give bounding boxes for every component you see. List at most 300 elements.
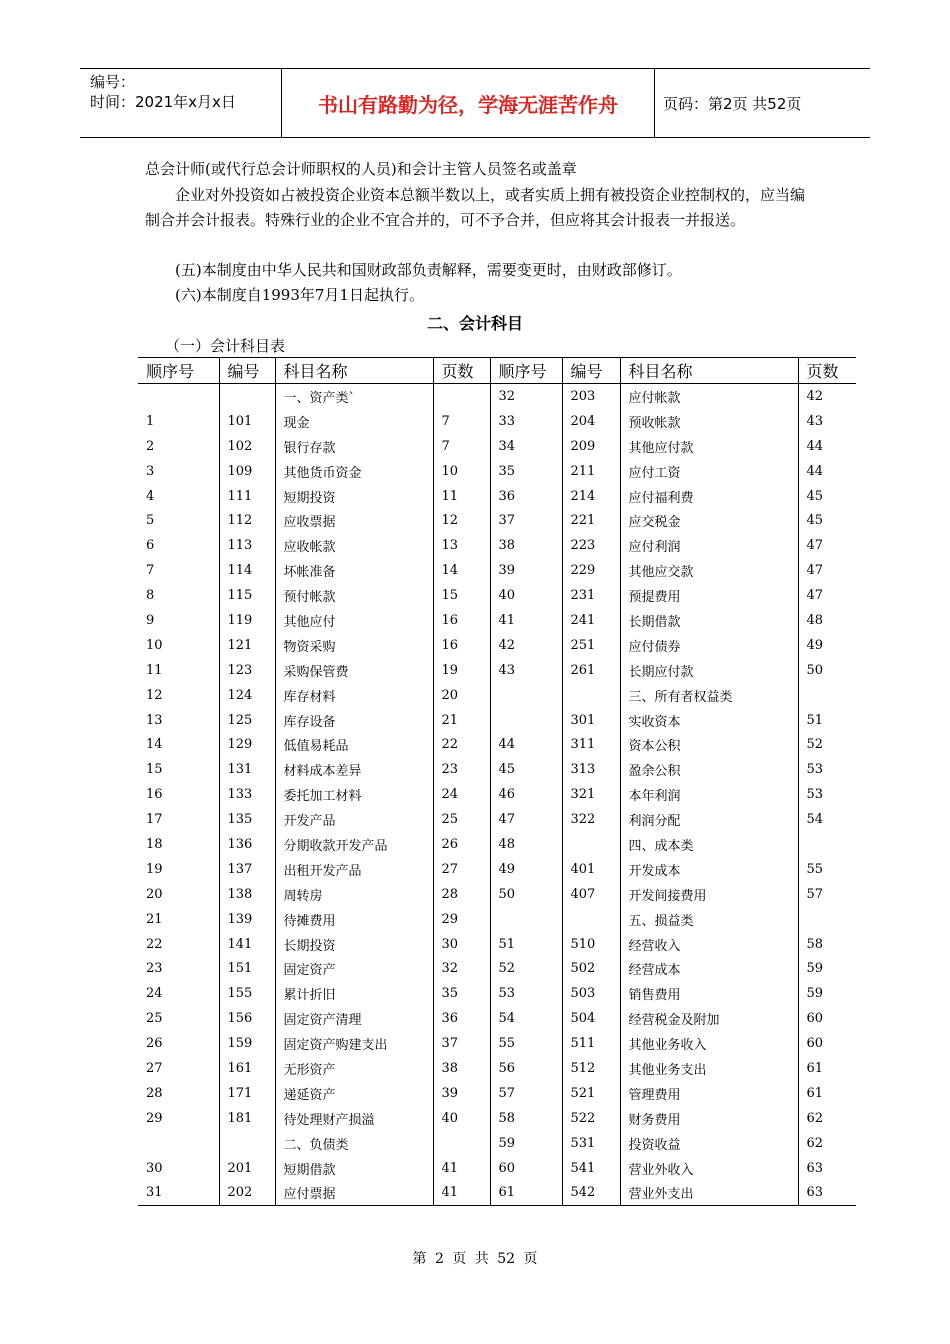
cell-seq-2: 55: [490, 1031, 562, 1056]
cell-account-name: 长期投资: [275, 932, 433, 957]
cell-account-name: 低值易耗品: [275, 732, 433, 757]
cell-code: [219, 384, 275, 409]
cell-account-name-2: 财务费用: [620, 1106, 798, 1131]
cell-seq-2: 39: [490, 558, 562, 583]
cell-code-2: 204: [562, 409, 620, 434]
cell-code: 109: [219, 459, 275, 484]
cell-account-name-2: 开发间接费用: [620, 882, 798, 907]
cell-account-name-2: 经营成本: [620, 956, 798, 981]
cell-account-name: 待摊费用: [275, 907, 433, 932]
cell-code: [219, 1131, 275, 1156]
header-page-number: 页码：第2页 共52页: [663, 94, 802, 113]
cell-seq-2: 47: [490, 807, 562, 832]
cell-account-name-2: 投资收益: [620, 1131, 798, 1156]
cell-code-2: 261: [562, 658, 620, 683]
cell-seq-2: 56: [490, 1056, 562, 1081]
cell-page-2: 61: [798, 1056, 856, 1081]
header-meta: [80, 69, 280, 137]
cell-seq-2: 45: [490, 757, 562, 782]
cell-seq-2: 43: [490, 658, 562, 683]
cell-account-name-2: 销售费用: [620, 981, 798, 1006]
paragraph-interpretation: (五)本制度由中华人民共和国财政部负责解释，需要变更时，由财政部修订。: [175, 261, 682, 279]
cell-page-2: 49: [798, 633, 856, 658]
cell-code-2: 503: [562, 981, 620, 1006]
section-title: 二、会计科目: [426, 314, 523, 333]
cell-code: 112: [219, 508, 275, 533]
table-row: [138, 932, 856, 957]
cell-code-2: 313: [562, 757, 620, 782]
table-row: [138, 583, 856, 608]
cell-seq-2: 48: [490, 832, 562, 857]
cell-code: 111: [219, 484, 275, 509]
table-row: [138, 832, 856, 857]
cell-code: 151: [219, 956, 275, 981]
cell-account-name-2: 应付债券: [620, 633, 798, 658]
table-row: [138, 807, 856, 832]
cell-account-name: 库存设备: [275, 708, 433, 733]
cell-account-name-2: 其他业务支出: [620, 1056, 798, 1081]
cell-page: 24: [433, 782, 490, 807]
cell-account-name-2: 三、所有者权益类: [620, 683, 798, 708]
cell-account-name: 短期投资: [275, 484, 433, 509]
cell-code: 135: [219, 807, 275, 832]
cell-account-name: 出租开发产品: [275, 857, 433, 882]
table-row: [138, 459, 856, 484]
cell-page: 21: [433, 708, 490, 733]
cell-page-2: [798, 832, 856, 857]
cell-page: 13: [433, 533, 490, 558]
cell-seq-2: 40: [490, 583, 562, 608]
cell-seq: 25: [146, 1011, 163, 1027]
cell-account-name-2: 长期借款: [620, 608, 798, 633]
table-row: [138, 782, 856, 807]
header-seq: 顺序号: [138, 358, 219, 384]
cell-code: 141: [219, 932, 275, 957]
cell-account-name-2: 五、损益类: [620, 907, 798, 932]
table-row: [138, 434, 856, 459]
cell-code: 131: [219, 757, 275, 782]
cell-account-name-2: 本年利润: [620, 782, 798, 807]
cell-code-2: 521: [562, 1081, 620, 1106]
cell-page-2: 63: [798, 1181, 856, 1206]
cell-seq-2: [490, 907, 562, 932]
cell-account-name: 委托加工材料: [275, 782, 433, 807]
cell-seq: 30: [146, 1160, 163, 1176]
cell-seq: 23: [146, 961, 163, 977]
cell-seq-2: [490, 708, 562, 733]
cell-account-name: 固定资产清理: [275, 1006, 433, 1031]
cell-code-2: 241: [562, 608, 620, 633]
cell-page-2: 44: [798, 434, 856, 459]
cell-code-2: 203: [562, 384, 620, 409]
cell-account-name: 固定资产购建支出: [275, 1031, 433, 1056]
cell-page-2: [798, 683, 856, 708]
cell-seq: 24: [146, 986, 163, 1002]
cell-account-name: 现金: [275, 409, 433, 434]
cell-seq-2: 41: [490, 608, 562, 633]
table-row: [138, 683, 856, 708]
cell-page: 10: [433, 459, 490, 484]
accounts-table: [138, 357, 856, 1206]
table-row: [138, 732, 856, 757]
cell-page: 28: [433, 882, 490, 907]
cell-account-name: 其他应付: [275, 608, 433, 633]
table-row: [138, 981, 856, 1006]
cell-code-2: 407: [562, 882, 620, 907]
cell-account-name: 待处理财产损溢: [275, 1106, 433, 1131]
cell-seq: 15: [146, 762, 163, 778]
cell-code-2: [562, 832, 620, 857]
cell-account-name: 固定资产: [275, 956, 433, 981]
cell-seq-2: 50: [490, 882, 562, 907]
cell-page-2: 60: [798, 1006, 856, 1031]
cell-code-2: 223: [562, 533, 620, 558]
cell-code-2: 301: [562, 708, 620, 733]
cell-seq: 6: [146, 538, 155, 554]
cell-code: 138: [219, 882, 275, 907]
table-row: [138, 882, 856, 907]
table-row: [138, 484, 856, 509]
table-row: [138, 1131, 856, 1156]
cell-page-2: 53: [798, 757, 856, 782]
cell-seq: 9: [146, 612, 155, 628]
cell-code-2: 322: [562, 807, 620, 832]
cell-page-2: 55: [798, 857, 856, 882]
cell-account-name: 预付帐款: [275, 583, 433, 608]
cell-page-2: 62: [798, 1106, 856, 1131]
cell-seq-2: 57: [490, 1081, 562, 1106]
header-code: 编号: [219, 358, 275, 384]
cell-seq-2: 44: [490, 732, 562, 757]
cell-page: 36: [433, 1006, 490, 1031]
cell-code: 101: [219, 409, 275, 434]
cell-seq: 26: [146, 1036, 163, 1052]
cell-account-name-2: 预收帐款: [620, 409, 798, 434]
table-row: [138, 384, 856, 409]
cell-code-2: 510: [562, 932, 620, 957]
cell-code-2: 541: [562, 1156, 620, 1181]
cell-page: 7: [433, 409, 490, 434]
cell-account-name-2: 营业外收入: [620, 1156, 798, 1181]
cell-code-2: [562, 683, 620, 708]
cell-code-2: 401: [562, 857, 620, 882]
cell-code-2: 229: [562, 558, 620, 583]
cell-page-2: 59: [798, 956, 856, 981]
cell-account-name: 坏帐准备: [275, 558, 433, 583]
cell-page-2: 44: [798, 459, 856, 484]
cell-page-2: 47: [798, 583, 856, 608]
cell-seq-2: 38: [490, 533, 562, 558]
cell-seq: 14: [146, 737, 163, 753]
cell-page: 40: [433, 1106, 490, 1131]
cell-account-name-2: 利润分配: [620, 807, 798, 832]
cell-page-2: 54: [798, 807, 856, 832]
cell-code: 123: [219, 658, 275, 683]
cell-page-2: 57: [798, 882, 856, 907]
cell-account-name-2: 其他业务收入: [620, 1031, 798, 1056]
cell-seq: 1: [146, 413, 155, 429]
cell-page: [433, 1131, 490, 1156]
cell-page: 37: [433, 1031, 490, 1056]
cell-seq-2: 33: [490, 409, 562, 434]
table-row: [138, 508, 856, 533]
cell-account-name: 其他货币资金: [275, 459, 433, 484]
table-row: [138, 409, 856, 434]
cell-seq-2: 42: [490, 633, 562, 658]
cell-code-2: 542: [562, 1181, 620, 1206]
header-number: 编号：: [90, 73, 136, 91]
cell-code: 124: [219, 683, 275, 708]
cell-seq-2: 36: [490, 484, 562, 509]
cell-account-name-2: 经营税金及附加: [620, 1006, 798, 1031]
cell-code: 113: [219, 533, 275, 558]
cell-code-2: 221: [562, 508, 620, 533]
cell-account-name-2: 四、成本类: [620, 832, 798, 857]
cell-page-2: 47: [798, 533, 856, 558]
cell-page: [433, 384, 490, 409]
cell-account-name-2: 其他应付款: [620, 434, 798, 459]
cell-page-2: 60: [798, 1031, 856, 1056]
table-row: [138, 956, 856, 981]
table-row: [138, 1181, 856, 1206]
cell-page-2: 45: [798, 508, 856, 533]
cell-seq-2: 54: [490, 1006, 562, 1031]
cell-account-name: 开发产品: [275, 807, 433, 832]
cell-page: 27: [433, 857, 490, 882]
cell-seq-2: 32: [490, 384, 562, 409]
table-row: [138, 658, 856, 683]
cell-page-2: 63: [798, 1156, 856, 1181]
paragraph-effective-date: (六)本制度自1993年7月1日起执行。: [175, 286, 424, 304]
cell-page: 30: [433, 932, 490, 957]
cell-account-name: 应收票据: [275, 508, 433, 533]
cell-seq: 21: [146, 911, 163, 927]
cell-account-name-2: 其他应交款: [620, 558, 798, 583]
cell-account-name: 银行存款: [275, 434, 433, 459]
cell-page-2: 43: [798, 409, 856, 434]
cell-code-2: 512: [562, 1056, 620, 1081]
header-date: 时间：2021年x月x日: [90, 93, 236, 111]
cell-code: 155: [219, 981, 275, 1006]
cell-account-name-2: 预提费用: [620, 583, 798, 608]
cell-seq: 11: [146, 662, 163, 678]
cell-seq: 18: [146, 836, 163, 852]
header-seq-2: 顺序号: [490, 358, 562, 384]
cell-code: 133: [219, 782, 275, 807]
cell-page: 12: [433, 508, 490, 533]
cell-account-name-2: 资本公积: [620, 732, 798, 757]
cell-code-2: 511: [562, 1031, 620, 1056]
cell-account-name-2: 实收资本: [620, 708, 798, 733]
cell-account-name-2: 长期应付款: [620, 658, 798, 683]
cell-code-2: 251: [562, 633, 620, 658]
table-row: [138, 1006, 856, 1031]
table-row: [138, 558, 856, 583]
cell-code: 129: [219, 732, 275, 757]
cell-seq-2: 51: [490, 932, 562, 957]
header-account-name-2: 科目名称: [620, 358, 798, 384]
cell-seq: 17: [146, 812, 163, 828]
cell-page-2: 51: [798, 708, 856, 733]
header-page-2: 页数: [798, 358, 856, 384]
cell-seq-2: 58: [490, 1106, 562, 1131]
cell-seq: 27: [146, 1060, 163, 1076]
cell-account-name: 应收帐款: [275, 533, 433, 558]
header-slogan: 书山有路勤为径，学海无涯苦作舟: [281, 69, 655, 137]
table-row: [138, 1081, 856, 1106]
cell-seq: 29: [146, 1110, 163, 1126]
cell-seq-2: 52: [490, 956, 562, 981]
cell-account-name-2: 营业外支出: [620, 1181, 798, 1206]
cell-page: 39: [433, 1081, 490, 1106]
cell-page-2: 50: [798, 658, 856, 683]
cell-page: 7: [433, 434, 490, 459]
cell-page: 16: [433, 608, 490, 633]
page-footer: 第 2 页 共 52 页: [412, 1251, 538, 1267]
cell-seq: [138, 384, 219, 409]
cell-code-2: 211: [562, 459, 620, 484]
table-row: [138, 757, 856, 782]
cell-seq-2: 49: [490, 857, 562, 882]
cell-seq: 12: [146, 687, 163, 703]
cell-page: 41: [433, 1181, 490, 1206]
cell-page: 25: [433, 807, 490, 832]
cell-page: 20: [433, 683, 490, 708]
cell-seq: 19: [146, 861, 163, 877]
cell-seq: 28: [146, 1085, 163, 1101]
cell-account-name-2: 应付工资: [620, 459, 798, 484]
cell-account-name-2: 开发成本: [620, 857, 798, 882]
cell-seq-2: 59: [490, 1131, 562, 1156]
cell-page: 22: [433, 732, 490, 757]
cell-code: 139: [219, 907, 275, 932]
cell-account-name-2: 应付利润: [620, 533, 798, 558]
cell-code-2: 231: [562, 583, 620, 608]
cell-account-name-2: 经营收入: [620, 932, 798, 957]
cell-seq-2: 35: [490, 459, 562, 484]
cell-code: 202: [219, 1181, 275, 1206]
cell-code-2: 504: [562, 1006, 620, 1031]
cell-seq-2: 46: [490, 782, 562, 807]
cell-code: 114: [219, 558, 275, 583]
cell-page: 26: [433, 832, 490, 857]
cell-seq: 20: [146, 886, 163, 902]
table-header-row: [138, 358, 856, 384]
cell-account-name: 二、负债类: [275, 1131, 433, 1156]
cell-account-name: 周转房: [275, 882, 433, 907]
header-account-name: 科目名称: [275, 358, 433, 384]
cell-account-name: 材料成本差异: [275, 757, 433, 782]
cell-code: 115: [219, 583, 275, 608]
cell-seq: 22: [146, 936, 163, 952]
cell-code-2: [562, 907, 620, 932]
cell-seq: 10: [146, 637, 163, 653]
cell-account-name-2: 盈余公积: [620, 757, 798, 782]
cell-seq: 5: [146, 513, 155, 529]
cell-page: 23: [433, 757, 490, 782]
cell-seq-2: 37: [490, 508, 562, 533]
cell-seq-2: 34: [490, 434, 562, 459]
cell-code: 136: [219, 832, 275, 857]
cell-account-name: 物资采购: [275, 633, 433, 658]
table-row: [138, 1106, 856, 1131]
cell-page-2: [798, 907, 856, 932]
cell-code: 119: [219, 608, 275, 633]
cell-seq-2: 60: [490, 1156, 562, 1181]
cell-page: 29: [433, 907, 490, 932]
cell-page-2: 53: [798, 782, 856, 807]
cell-page: 14: [433, 558, 490, 583]
table-row: [138, 1056, 856, 1081]
cell-page-2: 42: [798, 384, 856, 409]
cell-page-2: 59: [798, 981, 856, 1006]
cell-account-name: 一、资产类`: [275, 384, 433, 409]
cell-seq-2: 61: [490, 1181, 562, 1206]
cell-account-name: 分期收款开发产品: [275, 832, 433, 857]
cell-page: 41: [433, 1156, 490, 1181]
cell-page: 15: [433, 583, 490, 608]
cell-account-name: 库存材料: [275, 683, 433, 708]
cell-seq: 16: [146, 787, 163, 803]
cell-code: 161: [219, 1056, 275, 1081]
cell-code: 181: [219, 1106, 275, 1131]
cell-code-2: 214: [562, 484, 620, 509]
cell-page-2: 48: [798, 608, 856, 633]
cell-page: 19: [433, 658, 490, 683]
cell-code: 171: [219, 1081, 275, 1106]
cell-account-name: 累计折旧: [275, 981, 433, 1006]
cell-page: 32: [433, 956, 490, 981]
table-row: [138, 533, 856, 558]
cell-code: 125: [219, 708, 275, 733]
cell-code: 156: [219, 1006, 275, 1031]
table-row: [138, 1031, 856, 1056]
table-row: [138, 633, 856, 658]
cell-account-name: 应付票据: [275, 1181, 433, 1206]
cell-account-name-2: 管理费用: [620, 1081, 798, 1106]
cell-code: 102: [219, 434, 275, 459]
cell-account-name: 无形资产: [275, 1056, 433, 1081]
cell-page-2: 61: [798, 1081, 856, 1106]
cell-page: 16: [433, 633, 490, 658]
cell-seq: 8: [146, 588, 155, 604]
cell-seq: 3: [146, 463, 155, 479]
cell-code: 137: [219, 857, 275, 882]
cell-seq-2: [490, 683, 562, 708]
cell-seq: 7: [146, 563, 155, 579]
table-row: [138, 857, 856, 882]
cell-seq: 13: [146, 712, 163, 728]
cell-page: 38: [433, 1056, 490, 1081]
cell-code-2: 321: [562, 782, 620, 807]
cell-code-2: 209: [562, 434, 620, 459]
cell-code: 201: [219, 1156, 275, 1181]
cell-account-name-2: 应交税金: [620, 508, 798, 533]
cell-seq: [138, 1131, 219, 1156]
cell-page-2: 58: [798, 932, 856, 957]
cell-page: 11: [433, 484, 490, 509]
paragraph-consolidation: 企业对外投资如占被投资企业资本总额半数以上，或者实质上拥有被投资企业控制权的，应当编制合并会计报表。特殊行业的企业不宜合并的，可不予合并，但应将其会计报表一并报送。: [145, 186, 806, 229]
table-row: [138, 608, 856, 633]
accounts-table-body: [138, 384, 856, 1206]
cell-code: 159: [219, 1031, 275, 1056]
header-code-2: 编号: [562, 358, 620, 384]
cell-account-name-2: 应付福利费: [620, 484, 798, 509]
cell-account-name: 递延资产: [275, 1081, 433, 1106]
table-row: [138, 708, 856, 733]
cell-page-2: 47: [798, 558, 856, 583]
cell-code-2: 502: [562, 956, 620, 981]
